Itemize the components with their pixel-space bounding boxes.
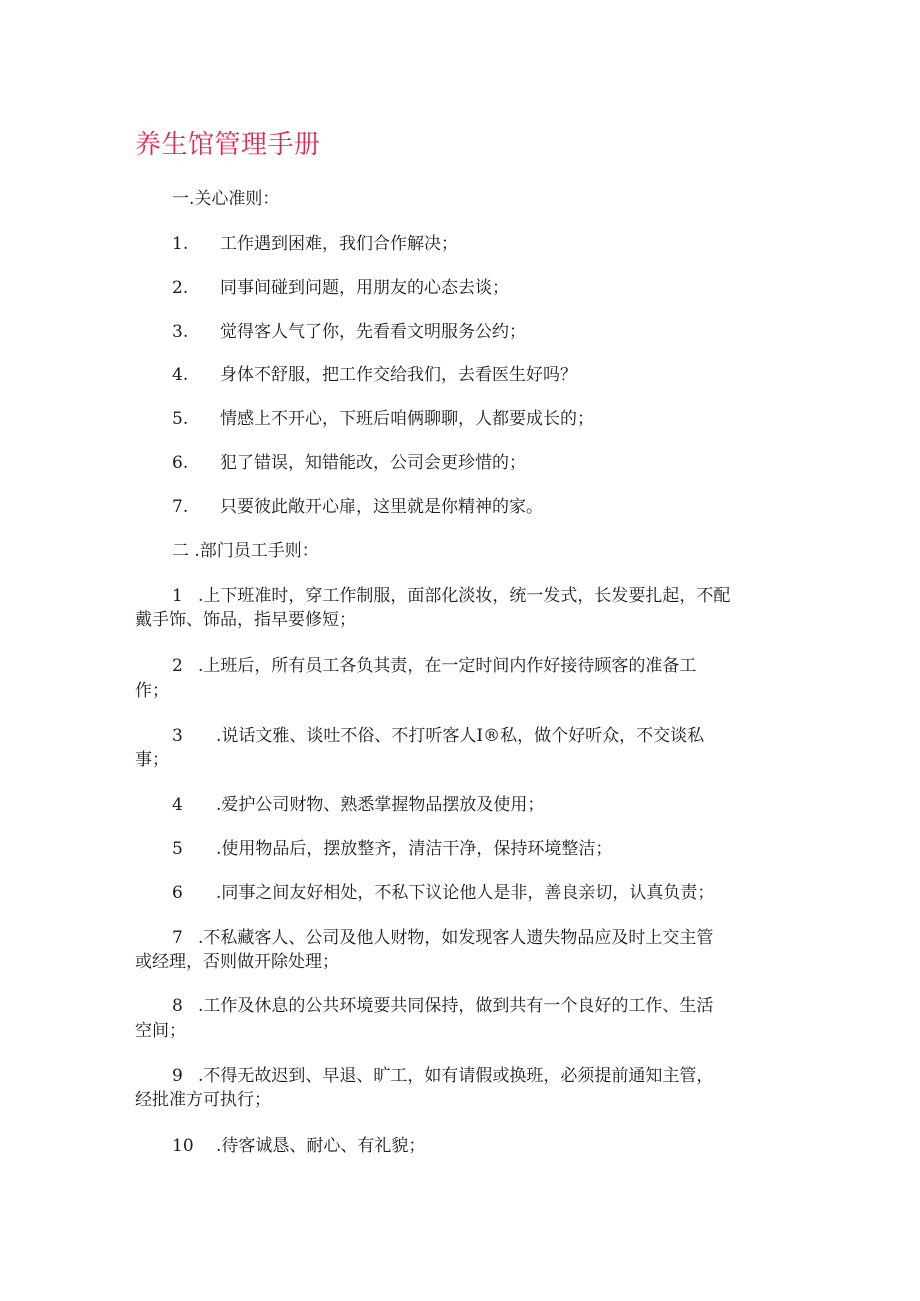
item-number: 7 xyxy=(172,928,183,948)
item-number: 1. xyxy=(172,234,189,254)
item-number: 7. xyxy=(172,497,189,517)
list-item xyxy=(172,993,713,1019)
list-item xyxy=(172,231,458,257)
item-number: 10 xyxy=(172,1136,194,1156)
list-item xyxy=(172,450,526,476)
section-heading-2: 二 .部门员工手则： xyxy=(172,541,319,561)
item-text: 觉得客人气了你，先看看文明服务公约； xyxy=(220,322,526,342)
list-item xyxy=(172,792,544,818)
list-item xyxy=(172,723,704,749)
item-text: .爱护公司财物、熟悉掌握物品摆放及使用； xyxy=(216,795,545,815)
item-text: 情感上不开心，下班后咱俩聊聊，人都要成长的； xyxy=(220,409,594,429)
item-number: 5 xyxy=(172,839,183,859)
list-item xyxy=(172,494,543,520)
list-item xyxy=(172,1133,425,1159)
item-number: 2 xyxy=(172,656,183,676)
item-number: 4 xyxy=(172,795,183,815)
item-number: 8 xyxy=(172,996,183,1016)
item-text: 犯了错误，知错能改，公司会更珍惜的； xyxy=(220,453,526,473)
item-number: 3. xyxy=(172,322,189,342)
list-item xyxy=(172,406,594,432)
list-item xyxy=(172,583,730,609)
item-text: .使用物品后，摆放整齐，清洁干净，保持环境整洁； xyxy=(216,839,613,859)
item-text: .不私藏客人、公司及他人财物，如发现客人遗失物品应及时上交主管 xyxy=(198,928,714,948)
item-text: 工作遇到困难，我们合作解决； xyxy=(220,234,458,254)
item-text: 同事间碰到问题，用朋友的心态去谈； xyxy=(220,278,509,298)
item-continuation: 空间； xyxy=(135,1021,186,1041)
item-continuation: 经批准方可执行； xyxy=(135,1090,271,1110)
item-continuation: 戴手饰、饰品，指早要修短； xyxy=(135,610,356,630)
list-item xyxy=(172,319,526,345)
item-continuation: 作； xyxy=(135,681,169,701)
item-number: 6. xyxy=(172,453,189,473)
list-item xyxy=(172,925,713,951)
item-text: .待客诚恳、耐心、有礼貌； xyxy=(216,1136,426,1156)
item-text: .上下班准时，穿工作制服，面部化淡妆，统一发式，长发要扎起，不配 xyxy=(198,586,731,606)
page-title: 养生馆管理手册 xyxy=(135,130,321,160)
list-item xyxy=(172,653,696,679)
item-number: 9 xyxy=(172,1066,183,1086)
item-continuation: 或经理，否则做开除处理； xyxy=(135,952,339,972)
item-number: 6 xyxy=(172,883,183,903)
list-item xyxy=(172,1063,713,1089)
list-item xyxy=(172,880,714,906)
item-text: .说话文雅、谈吐不俗、不打听客人I®私，做个好听众，不交谈私 xyxy=(216,726,705,746)
item-text: .不得无故迟到、早退、旷工，如有请假或换班，必须提前通知主管， xyxy=(198,1066,714,1086)
item-text: .同事之间友好相处，不私下议论他人是非，善良亲切，认真负责； xyxy=(216,883,715,903)
item-number: 2. xyxy=(172,278,189,298)
list-item xyxy=(172,836,612,862)
item-number: 1 xyxy=(172,586,183,606)
item-text: .工作及休息的公共环境要共同保持，做到共有一个良好的工作、生活 xyxy=(198,996,714,1016)
item-text: 身体不舒服，把工作交给我们，去看医生好吗？ xyxy=(220,365,577,385)
item-number: 3 xyxy=(172,726,183,746)
list-item xyxy=(172,275,509,301)
list-item xyxy=(172,362,577,388)
item-text: 只要彼此敞开心扉，这里就是你精神的家。 xyxy=(220,497,543,517)
item-continuation: 事； xyxy=(135,750,169,770)
item-text: .上班后，所有员工各负其责，在一定时间内作好接待顾客的准备工 xyxy=(198,656,697,676)
item-number: 4. xyxy=(172,365,189,385)
item-number: 5. xyxy=(172,409,189,429)
section-heading-1: 一.关心准则： xyxy=(172,189,280,209)
